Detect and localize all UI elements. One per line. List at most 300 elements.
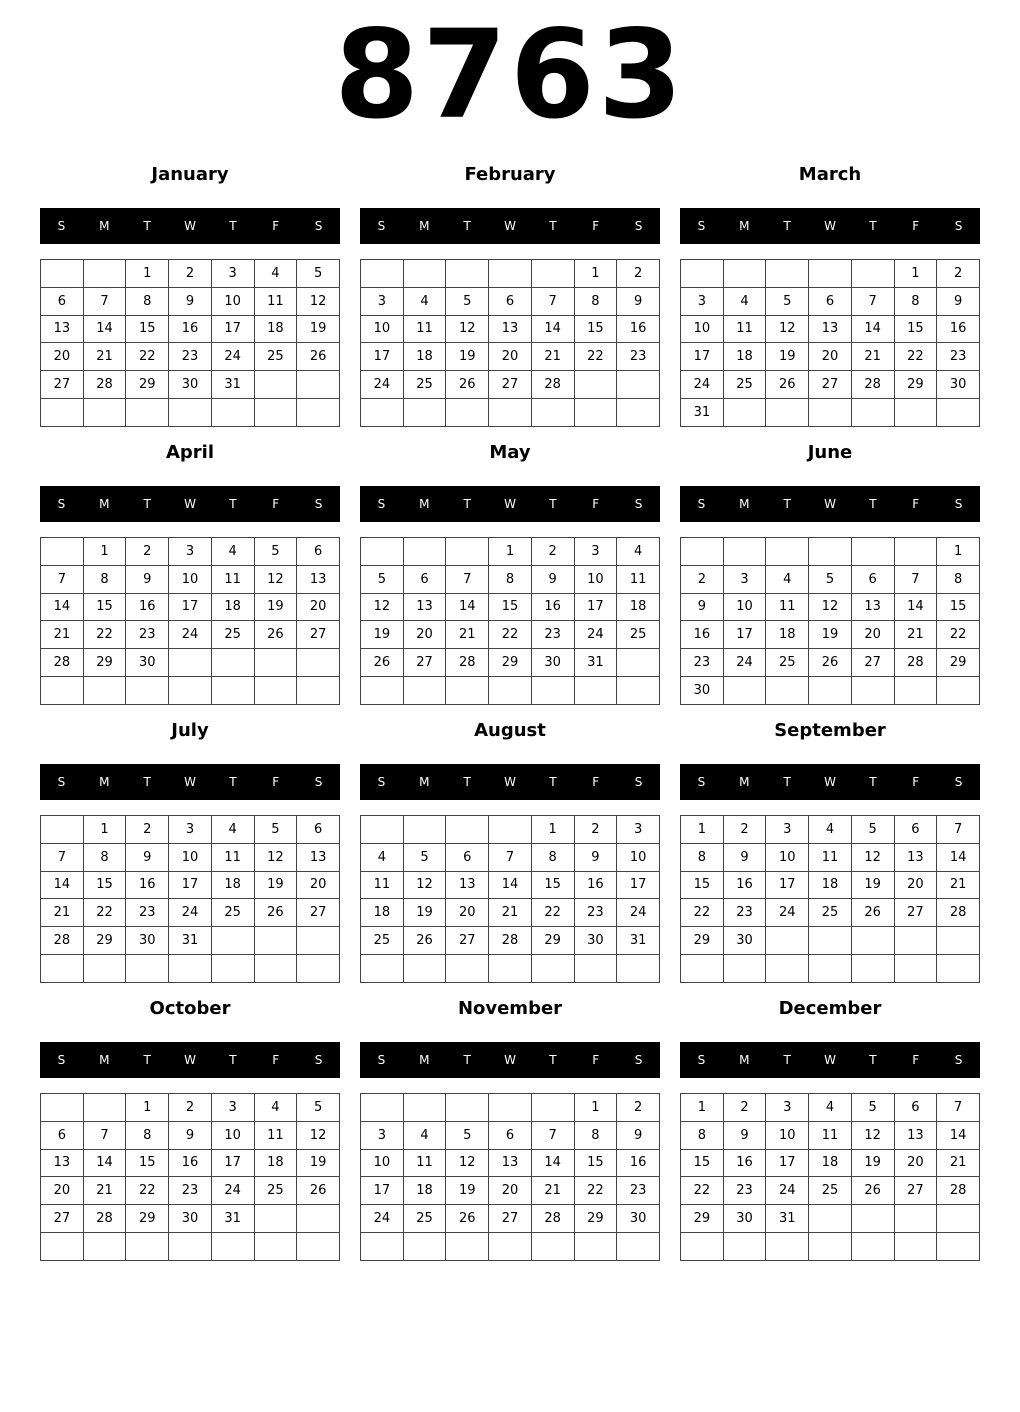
day-cell: 18 — [254, 1149, 297, 1177]
weekday-label: M — [419, 1053, 430, 1067]
day-cell — [723, 398, 766, 426]
day-grid — [680, 815, 980, 983]
day-cell: 29 — [126, 371, 169, 399]
weekday-label: W — [504, 497, 516, 511]
day-cell — [41, 260, 84, 288]
day-cell — [574, 371, 617, 399]
week-row — [681, 1205, 980, 1233]
day-cell: 11 — [723, 315, 766, 343]
day-cell: 20 — [851, 621, 894, 649]
week-row — [41, 398, 340, 426]
day-cell: 5 — [809, 565, 852, 593]
day-cell: 5 — [851, 816, 894, 844]
week-row — [41, 315, 340, 343]
day-cell — [403, 954, 446, 982]
day-cell: 5 — [254, 538, 297, 566]
day-cell: 15 — [574, 1149, 617, 1177]
day-cell: 28 — [894, 649, 937, 677]
day-cell: 1 — [126, 1094, 169, 1122]
day-cell: 21 — [937, 1149, 980, 1177]
day-cell: 13 — [403, 593, 446, 621]
weekday-label: T — [783, 497, 791, 511]
month-name: November — [457, 998, 563, 1019]
day-cell: 4 — [403, 1121, 446, 1149]
day-cell — [574, 954, 617, 982]
day-cell: 1 — [574, 1094, 617, 1122]
day-cell: 9 — [681, 593, 724, 621]
day-cell: 24 — [211, 343, 254, 371]
day-cell — [766, 1232, 809, 1260]
weekday-label: T — [229, 775, 237, 789]
day-cell — [403, 676, 446, 704]
day-cell: 1 — [894, 260, 937, 288]
day-cell: 19 — [809, 621, 852, 649]
day-cell: 12 — [297, 287, 340, 315]
weekday-label: T — [463, 497, 471, 511]
day-cell: 2 — [723, 816, 766, 844]
day-cell: 26 — [254, 899, 297, 927]
day-cell: 29 — [83, 649, 126, 677]
weekday-label: W — [504, 219, 516, 233]
day-grid — [360, 815, 660, 983]
day-cell — [937, 927, 980, 955]
day-cell — [361, 260, 404, 288]
day-cell — [403, 1094, 446, 1122]
day-cell: 31 — [211, 1205, 254, 1233]
day-cell — [297, 371, 340, 399]
day-cell — [297, 927, 340, 955]
week-row — [41, 621, 340, 649]
day-cell: 9 — [169, 287, 212, 315]
day-cell — [169, 398, 212, 426]
weekday-label: T — [229, 497, 237, 511]
day-cell: 19 — [446, 1177, 489, 1205]
month-name: September — [774, 720, 886, 741]
day-cell — [851, 1232, 894, 1260]
weekday-label: F — [272, 497, 280, 511]
day-cell: 20 — [297, 871, 340, 899]
day-cell: 3 — [574, 538, 617, 566]
day-cell: 22 — [574, 343, 617, 371]
day-cell: 17 — [169, 593, 212, 621]
day-cell: 4 — [254, 1094, 297, 1122]
weekday-label: M — [99, 219, 110, 233]
day-cell — [489, 260, 532, 288]
day-cell: 29 — [489, 649, 532, 677]
day-cell: 6 — [403, 565, 446, 593]
day-cell: 6 — [851, 565, 894, 593]
day-cell: 30 — [723, 1205, 766, 1233]
day-cell: 30 — [681, 676, 724, 704]
day-cell: 7 — [894, 565, 937, 593]
day-cell: 18 — [361, 899, 404, 927]
day-cell: 26 — [297, 343, 340, 371]
day-cell: 7 — [937, 1094, 980, 1122]
day-cell: 2 — [169, 1094, 212, 1122]
day-cell: 26 — [403, 927, 446, 955]
day-cell: 20 — [489, 343, 532, 371]
day-cell — [297, 676, 340, 704]
day-cell — [574, 676, 617, 704]
weekday-label: S — [314, 1053, 323, 1067]
week-row — [41, 676, 340, 704]
week-row — [681, 1121, 980, 1149]
day-cell: 6 — [489, 1121, 532, 1149]
day-cell — [809, 927, 852, 955]
day-cell: 6 — [809, 287, 852, 315]
day-cell: 3 — [361, 287, 404, 315]
day-cell: 5 — [766, 287, 809, 315]
day-cell — [254, 398, 297, 426]
day-cell — [41, 816, 84, 844]
month-name: July — [171, 720, 209, 741]
weekday-label: S — [697, 219, 706, 233]
day-cell: 6 — [894, 816, 937, 844]
day-cell: 9 — [723, 843, 766, 871]
weekday-label: F — [912, 775, 920, 789]
day-cell: 25 — [361, 927, 404, 955]
day-grid — [360, 1093, 660, 1261]
weekday-label: S — [377, 497, 386, 511]
weekday-label: M — [419, 497, 430, 511]
day-cell: 1 — [574, 260, 617, 288]
week-row — [681, 287, 980, 315]
day-cell: 25 — [254, 1177, 297, 1205]
day-cell: 6 — [41, 1121, 84, 1149]
day-cell: 28 — [446, 649, 489, 677]
day-cell: 9 — [169, 1121, 212, 1149]
day-grid — [40, 815, 340, 983]
day-cell — [297, 398, 340, 426]
day-cell: 28 — [851, 371, 894, 399]
day-cell: 15 — [937, 593, 980, 621]
day-cell: 12 — [446, 1149, 489, 1177]
week-row — [361, 593, 660, 621]
weekday-label: M — [99, 775, 110, 789]
day-cell: 11 — [211, 565, 254, 593]
month-name: May — [489, 442, 531, 463]
day-cell: 5 — [297, 1094, 340, 1122]
weekday-label: T — [549, 219, 557, 233]
weekday-label: W — [824, 1053, 836, 1067]
weekday-label: F — [912, 497, 920, 511]
day-cell: 8 — [937, 565, 980, 593]
day-cell — [766, 676, 809, 704]
week-row — [361, 398, 660, 426]
weekday-label: S — [634, 219, 643, 233]
day-cell — [851, 260, 894, 288]
day-cell: 1 — [83, 538, 126, 566]
day-cell — [489, 398, 532, 426]
day-cell: 3 — [169, 816, 212, 844]
day-cell: 23 — [531, 621, 574, 649]
day-cell — [41, 538, 84, 566]
day-cell: 5 — [297, 260, 340, 288]
day-cell — [254, 954, 297, 982]
day-cell — [254, 927, 297, 955]
weekday-label: T — [869, 775, 877, 789]
week-row — [681, 565, 980, 593]
day-cell: 27 — [894, 1177, 937, 1205]
day-cell — [126, 1232, 169, 1260]
day-cell: 30 — [617, 1205, 660, 1233]
day-cell: 9 — [617, 1121, 660, 1149]
day-cell: 8 — [531, 843, 574, 871]
day-cell: 23 — [126, 899, 169, 927]
day-cell: 29 — [83, 927, 126, 955]
week-row — [41, 1232, 340, 1260]
day-cell: 2 — [126, 538, 169, 566]
day-cell: 19 — [766, 343, 809, 371]
day-cell — [574, 1232, 617, 1260]
day-cell — [766, 954, 809, 982]
weekday-label: T — [549, 1053, 557, 1067]
day-cell: 11 — [254, 1121, 297, 1149]
day-cell: 25 — [809, 899, 852, 927]
day-cell: 16 — [937, 315, 980, 343]
day-cell: 18 — [403, 343, 446, 371]
day-cell: 9 — [617, 287, 660, 315]
week-row — [41, 1094, 340, 1122]
weekday-label: F — [592, 497, 600, 511]
weekday-label: S — [314, 219, 323, 233]
day-cell — [126, 398, 169, 426]
day-cell: 26 — [446, 1205, 489, 1233]
day-cell — [169, 649, 212, 677]
day-cell — [169, 954, 212, 982]
week-row — [681, 621, 980, 649]
day-cell: 27 — [403, 649, 446, 677]
day-cell — [937, 398, 980, 426]
day-cell — [83, 676, 126, 704]
day-cell: 24 — [766, 899, 809, 927]
day-cell: 5 — [254, 816, 297, 844]
day-cell: 14 — [83, 1149, 126, 1177]
week-row — [681, 1177, 980, 1205]
day-cell: 3 — [766, 816, 809, 844]
day-cell — [851, 676, 894, 704]
day-cell: 11 — [254, 287, 297, 315]
weekday-label: S — [954, 497, 963, 511]
day-cell: 22 — [894, 343, 937, 371]
day-cell: 28 — [937, 1177, 980, 1205]
day-cell: 11 — [809, 843, 852, 871]
week-row — [41, 954, 340, 982]
week-row — [361, 816, 660, 844]
day-cell: 14 — [41, 593, 84, 621]
day-cell: 15 — [83, 593, 126, 621]
day-cell: 17 — [361, 1177, 404, 1205]
day-cell: 20 — [403, 621, 446, 649]
day-cell: 16 — [681, 621, 724, 649]
week-row — [361, 1177, 660, 1205]
day-cell: 23 — [617, 343, 660, 371]
weekday-label: T — [549, 775, 557, 789]
day-cell — [446, 1094, 489, 1122]
weekday-header — [360, 486, 660, 522]
week-row — [41, 1205, 340, 1233]
day-grid — [40, 259, 340, 427]
day-cell — [809, 260, 852, 288]
week-row — [361, 315, 660, 343]
day-cell: 26 — [297, 1177, 340, 1205]
weekday-header — [40, 208, 340, 244]
day-cell: 13 — [446, 871, 489, 899]
weekday-label: T — [783, 1053, 791, 1067]
month-name: August — [474, 720, 546, 741]
day-cell — [766, 260, 809, 288]
day-cell: 30 — [937, 371, 980, 399]
day-cell: 1 — [83, 816, 126, 844]
weekday-label: T — [143, 775, 151, 789]
weekday-label: T — [783, 775, 791, 789]
day-cell: 20 — [446, 899, 489, 927]
day-cell: 6 — [297, 538, 340, 566]
day-cell — [446, 260, 489, 288]
day-cell: 3 — [361, 1121, 404, 1149]
weekday-label: T — [869, 219, 877, 233]
week-row — [41, 371, 340, 399]
day-cell: 17 — [211, 315, 254, 343]
day-grid — [680, 1093, 980, 1261]
day-cell: 23 — [723, 899, 766, 927]
day-cell — [489, 676, 532, 704]
day-cell: 13 — [41, 1149, 84, 1177]
day-cell: 24 — [169, 899, 212, 927]
month-name: December — [778, 998, 882, 1019]
day-cell — [446, 398, 489, 426]
weekday-label: W — [184, 1053, 196, 1067]
day-cell: 8 — [489, 565, 532, 593]
day-cell: 20 — [41, 343, 84, 371]
day-cell: 7 — [531, 287, 574, 315]
day-cell: 21 — [531, 343, 574, 371]
weekday-label: W — [504, 1053, 516, 1067]
day-cell: 24 — [361, 1205, 404, 1233]
day-cell — [361, 954, 404, 982]
day-cell: 29 — [681, 1205, 724, 1233]
day-cell: 21 — [83, 343, 126, 371]
day-cell: 25 — [254, 343, 297, 371]
day-cell: 3 — [211, 1094, 254, 1122]
month-name: October — [149, 998, 231, 1019]
weekday-label: T — [143, 1053, 151, 1067]
day-cell: 21 — [937, 871, 980, 899]
day-cell — [446, 538, 489, 566]
week-row — [681, 593, 980, 621]
day-cell: 30 — [126, 649, 169, 677]
weekday-label: T — [463, 775, 471, 789]
week-row — [361, 1205, 660, 1233]
day-cell: 17 — [211, 1149, 254, 1177]
week-row — [41, 287, 340, 315]
day-cell: 27 — [297, 621, 340, 649]
day-cell: 8 — [574, 1121, 617, 1149]
day-cell: 18 — [254, 315, 297, 343]
day-cell: 4 — [809, 816, 852, 844]
week-row — [41, 649, 340, 677]
weekday-label: T — [229, 219, 237, 233]
week-row — [41, 1177, 340, 1205]
month-name: April — [165, 442, 215, 463]
day-cell: 9 — [126, 843, 169, 871]
day-grid — [680, 537, 980, 705]
day-cell: 8 — [126, 1121, 169, 1149]
weekday-label: W — [824, 219, 836, 233]
day-cell: 13 — [297, 565, 340, 593]
day-cell: 8 — [126, 287, 169, 315]
day-cell: 15 — [574, 315, 617, 343]
day-cell: 5 — [446, 1121, 489, 1149]
day-cell: 18 — [211, 593, 254, 621]
day-cell: 12 — [766, 315, 809, 343]
day-cell: 2 — [937, 260, 980, 288]
week-row — [681, 1232, 980, 1260]
day-cell: 31 — [574, 649, 617, 677]
day-cell: 25 — [403, 371, 446, 399]
day-cell: 6 — [41, 287, 84, 315]
day-cell: 4 — [766, 565, 809, 593]
day-cell: 22 — [83, 899, 126, 927]
week-row — [681, 260, 980, 288]
day-cell: 9 — [937, 287, 980, 315]
day-cell: 12 — [254, 565, 297, 593]
day-cell: 31 — [211, 371, 254, 399]
weekday-label: S — [634, 497, 643, 511]
day-cell — [894, 927, 937, 955]
day-cell: 13 — [489, 1149, 532, 1177]
day-cell: 20 — [894, 1149, 937, 1177]
day-cell: 3 — [766, 1094, 809, 1122]
weekday-header — [360, 1042, 660, 1078]
day-cell — [297, 1232, 340, 1260]
day-cell: 28 — [489, 927, 532, 955]
day-cell: 23 — [169, 1177, 212, 1205]
day-cell: 21 — [446, 621, 489, 649]
day-cell — [297, 954, 340, 982]
day-cell: 11 — [403, 315, 446, 343]
day-cell: 21 — [489, 899, 532, 927]
day-cell — [83, 260, 126, 288]
day-cell — [531, 954, 574, 982]
day-cell: 19 — [851, 871, 894, 899]
day-cell: 13 — [489, 315, 532, 343]
day-cell — [169, 1232, 212, 1260]
month-name: February — [464, 164, 556, 185]
day-cell: 22 — [681, 1177, 724, 1205]
day-cell — [41, 398, 84, 426]
day-cell — [723, 954, 766, 982]
day-cell: 17 — [766, 1149, 809, 1177]
day-cell: 27 — [489, 371, 532, 399]
weekday-label: W — [824, 775, 836, 789]
day-cell: 15 — [489, 593, 532, 621]
day-cell: 30 — [126, 927, 169, 955]
day-cell: 15 — [126, 1149, 169, 1177]
day-cell: 7 — [531, 1121, 574, 1149]
weekday-label: S — [57, 775, 66, 789]
day-cell: 4 — [617, 538, 660, 566]
day-cell: 24 — [723, 649, 766, 677]
day-cell — [894, 954, 937, 982]
day-cell — [361, 398, 404, 426]
day-cell — [489, 1232, 532, 1260]
day-cell: 26 — [851, 899, 894, 927]
day-cell: 27 — [297, 899, 340, 927]
day-cell: 22 — [126, 343, 169, 371]
day-cell: 30 — [169, 1205, 212, 1233]
day-cell: 27 — [809, 371, 852, 399]
